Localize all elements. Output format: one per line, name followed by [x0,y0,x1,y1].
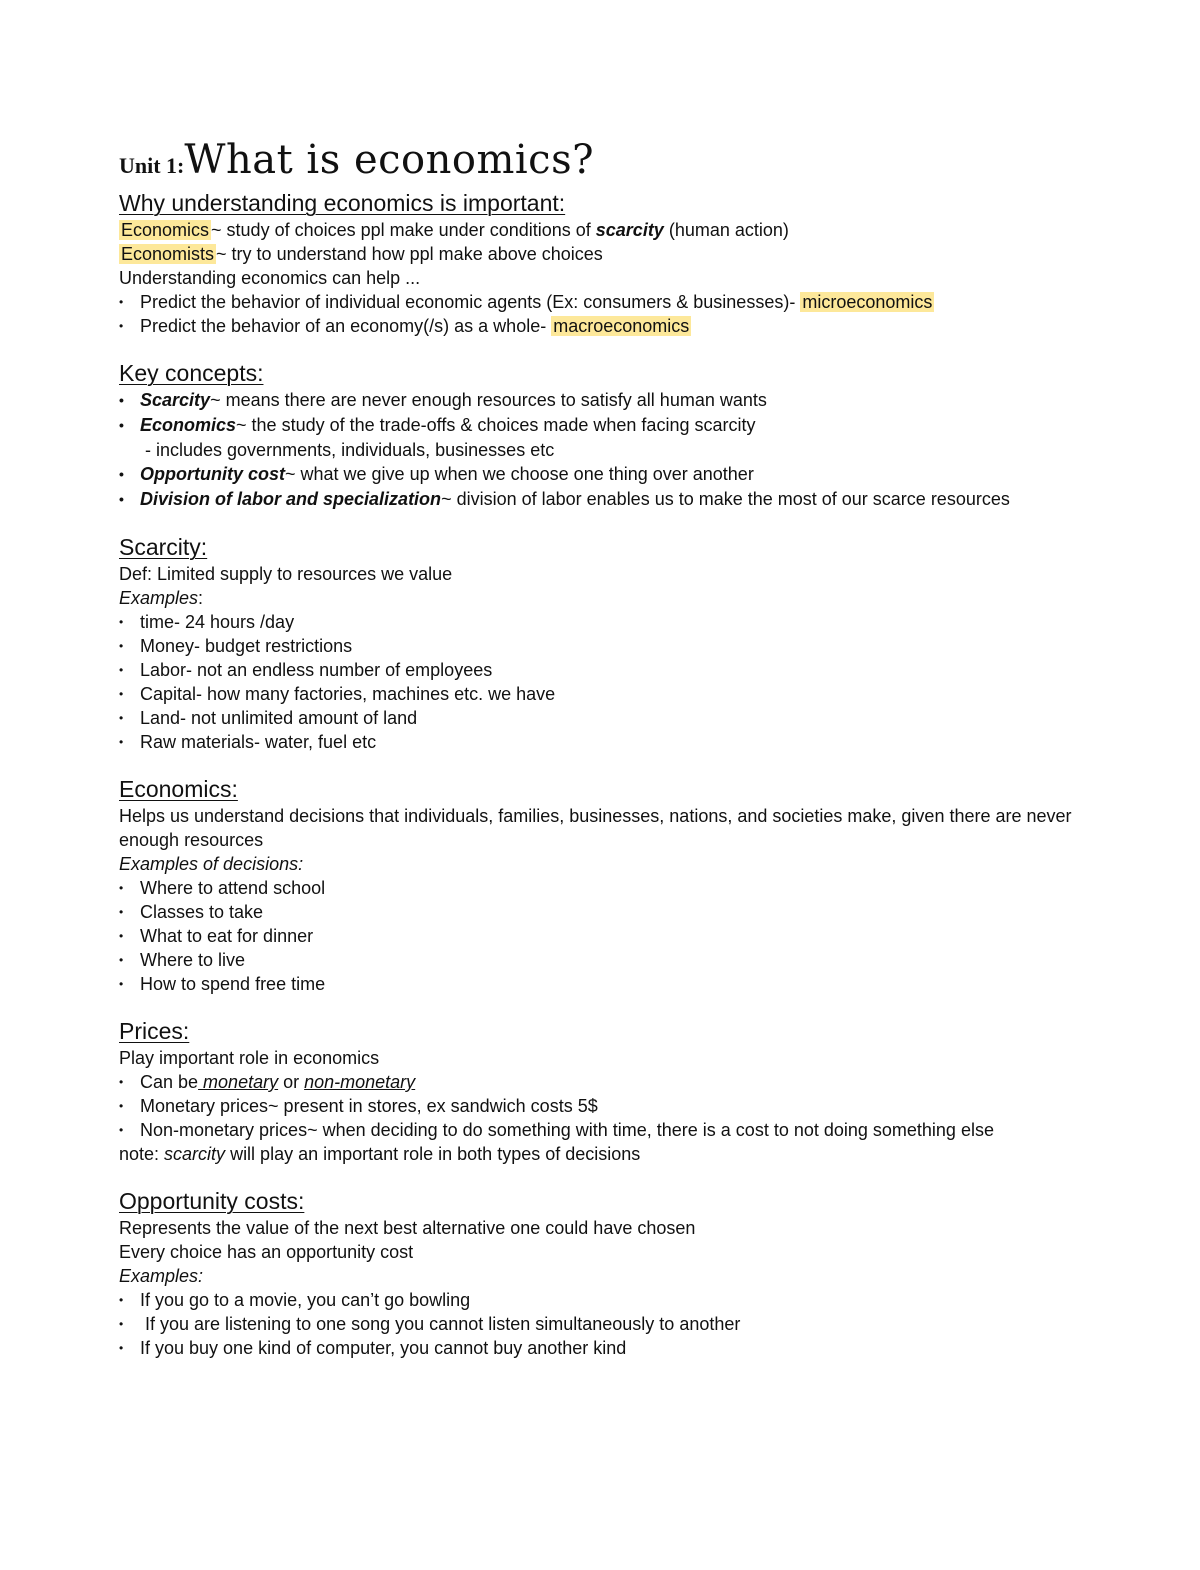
list-item: • Money- budget restrictions [119,634,1079,658]
examples-label: Examples: [119,1266,204,1286]
label-colon: : [198,588,204,608]
definition-line [119,218,1079,242]
highlighted-term: microeconomics [802,292,933,312]
item-text: Can be [140,1072,199,1092]
emphasis-text: scarcity [595,220,664,240]
list-item [119,413,1079,438]
bullet-list [119,610,1079,754]
term: Economics [140,415,237,435]
examples-label [119,586,1079,610]
section-heading: Why understanding economics is important: [119,190,566,216]
list-item: • Where to attend school [119,876,1079,900]
list-item [119,388,1079,413]
item-text: Predict the behavior of individual economic agents (Ex: consumers & businesses)- [140,292,801,312]
sub-item: - includes governments, individuals, businesses etc [145,440,555,460]
item-text: Predict the behavior of an economy(/s) as a whole- [140,316,552,336]
list-item: • Raw materials- water, fuel etc [119,730,1079,754]
section-heading: Key concepts: [119,360,264,386]
list-item [119,314,1079,338]
list-item [119,462,1079,487]
bullet-list [119,388,1079,438]
list-item: • Monetary prices~ present in stores, ex sandwich costs 5$ [119,1094,1079,1118]
item-text: or [278,1072,305,1092]
note-label: note: [119,1144,165,1164]
description-text: Helps us understand decisions that individuals, families, businesses, nations, and societies make, given there are never enough resources [119,806,1072,850]
bullet-list [119,1288,1079,1360]
highlighted-term: macroeconomics [553,316,690,336]
line-text: (human action) [663,220,789,240]
highlighted-term: Economists [121,244,215,264]
bullet-list [119,876,1079,996]
intro-text: Play important role in economics [119,1048,380,1068]
section-why [119,188,1079,338]
term: Opportunity cost [140,464,285,484]
page-title [119,134,1079,186]
highlighted-term: Economics [121,220,210,240]
term: Scarcity [140,390,211,410]
text-line: Understanding economics can help ... [119,268,421,288]
section-scarcity [119,532,1079,754]
item-text: ~ what we give up when we choose one thing over another [285,464,754,484]
line-text: ~ try to understand how ppl make above choices [216,244,603,264]
bullet-list [119,290,1079,338]
list-item: • If you go to a movie, you can’t go bowling [119,1288,1079,1312]
list-item [119,487,1079,512]
section-heading: Opportunity costs: [119,1188,305,1214]
text-line: Represents the value of the next best alternative one could have chosen [119,1218,696,1238]
list-item: • Classes to take [119,900,1079,924]
label-text: Examples [119,588,199,608]
list-item: • Labor- not an endless number of employees [119,658,1079,682]
title-text: What is economics? [184,137,595,183]
emphasis-text: monetary [198,1072,279,1092]
unit-label: Unit 1: [119,153,185,178]
document-page [119,134,1079,1360]
text-line: Every choice has an opportunity cost [119,1242,414,1262]
list-item: • If you are listening to one song you cannot listen simultaneously to another [119,1312,1079,1336]
emphasis-text: non-monetary [304,1072,416,1092]
item-text: ~ means there are never enough resources to satisfy all human wants [210,390,767,410]
definition-line: Def: Limited supply to resources we value [119,564,453,584]
list-item: • What to eat for dinner [119,924,1079,948]
bullet-list [119,1070,1079,1142]
item-text: ~ division of labor enables us to make the most of our scarce resources [441,489,1010,509]
list-item: • Capital- how many factories, machines etc. we have [119,682,1079,706]
list-item: • How to spend free time [119,972,1079,996]
list-item: • Non-monetary prices~ when deciding to do something with time, there is a cost to not doing something else [119,1118,1079,1142]
section-heading: Economics: [119,776,238,802]
definition-line [119,242,1079,266]
section-economics [119,774,1079,996]
line-text: ~ study of choices ppl make under conditions of [211,220,596,240]
list-item: • Land- not unlimited amount of land [119,706,1079,730]
item-text: ~ the study of the trade-offs & choices made when facing scarcity [236,415,756,435]
emphasis-text: scarcity [164,1144,226,1164]
list-item: • time- 24 hours /day [119,610,1079,634]
note-text: will play an important role in both types of decisions [225,1144,641,1164]
list-item: • Where to live [119,948,1079,972]
section-prices [119,1016,1079,1166]
bullet-list [119,462,1079,512]
section-key-concepts [119,358,1079,512]
section-opportunity-costs [119,1186,1079,1360]
list-item [119,1070,1079,1094]
section-heading: Prices: [119,1018,190,1044]
list-item [119,290,1079,314]
note-line [119,1142,1079,1166]
term: Division of labor and specialization [140,489,442,509]
examples-label: Examples of decisions: [119,854,304,874]
list-item: • If you buy one kind of computer, you cannot buy another kind [119,1336,1079,1360]
section-heading: Scarcity: [119,534,208,560]
